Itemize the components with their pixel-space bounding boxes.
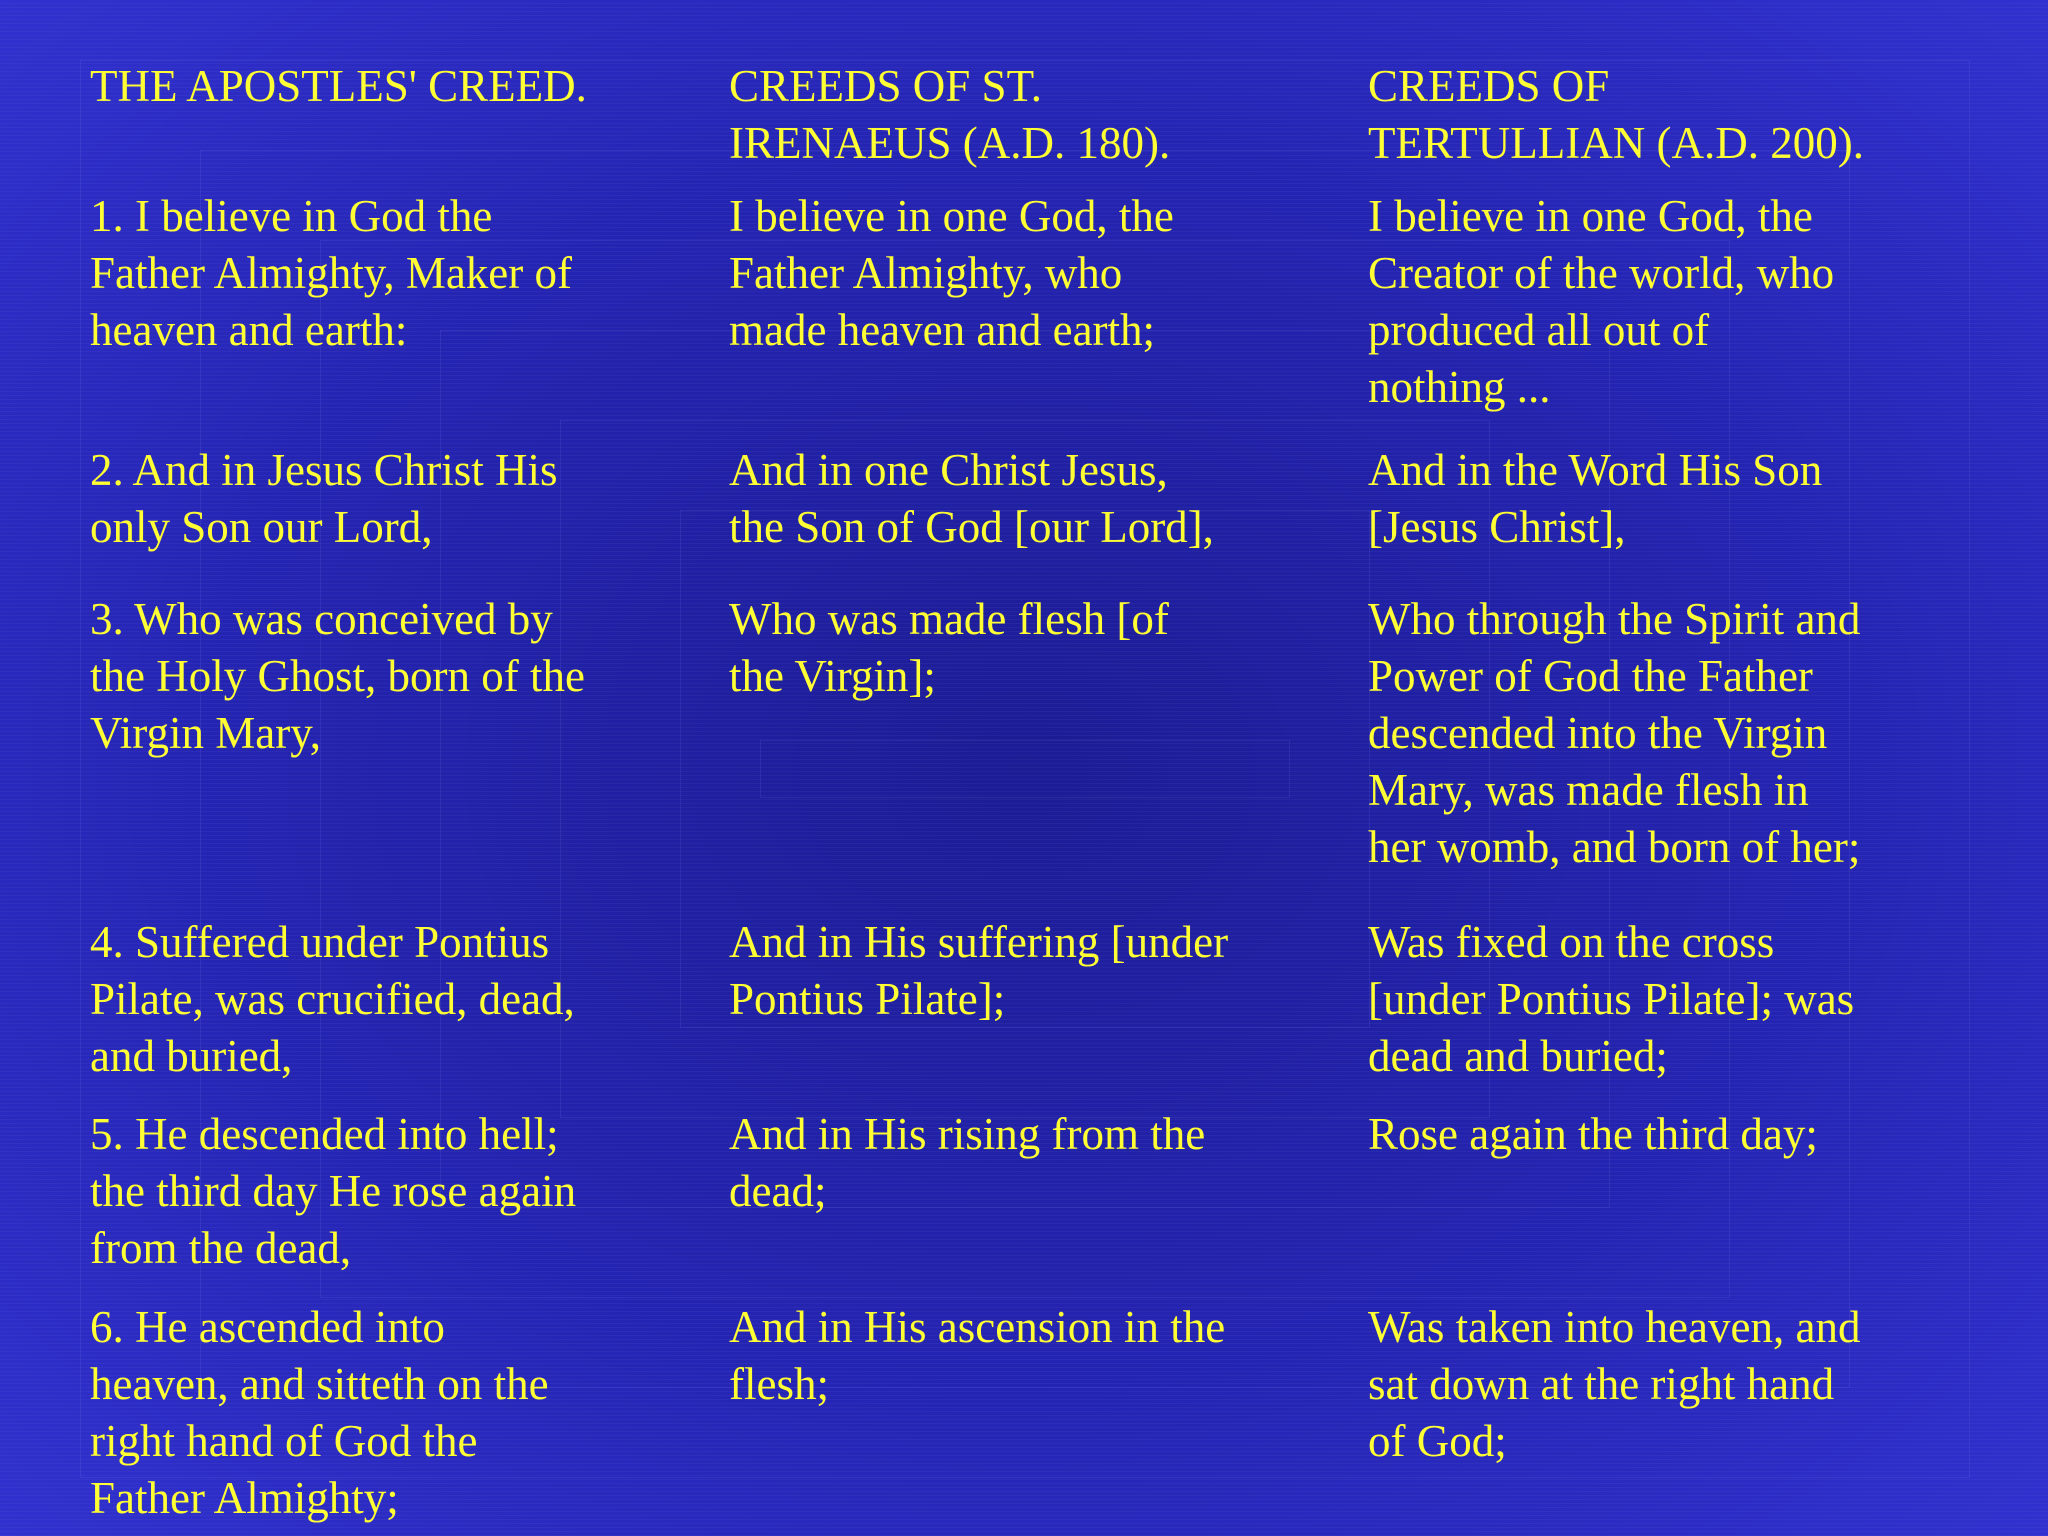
table-cell: I believe in one God, the Creator of the world, who produced all out of nothing ... bbox=[1368, 191, 1835, 412]
table-cell: And in His suffering [under Pontius Pilate]; bbox=[729, 917, 1229, 1024]
table-cell: 4. Suffered under Pontius Pilate, was crucified, dead, and buried, bbox=[90, 917, 575, 1081]
table-cell: And in His rising from the dead; bbox=[729, 1109, 1206, 1216]
table-cell: And in His ascension in the flesh; bbox=[729, 1302, 1226, 1409]
table-cell: 2. And in Jesus Christ His only Son our Lord, bbox=[90, 445, 558, 552]
table-cell: And in one Christ Jesus, the Son of God [our Lord], bbox=[729, 445, 1214, 552]
table-cell: Rose again the third day; bbox=[1368, 1109, 1818, 1159]
table-cell: 1. I believe in God the Father Almighty, Maker of heaven and earth: bbox=[90, 191, 572, 355]
table-cell: Was taken into heaven, and sat down at the right hand of God; bbox=[1368, 1302, 1861, 1466]
table-cell: 6. He ascended into heaven, and sitteth on the right hand of God the Father Almighty; bbox=[90, 1302, 549, 1523]
table-cell: I believe in one God, the Father Almighty, who made heaven and earth; bbox=[729, 191, 1174, 355]
table-cell: And in the Word His Son [Jesus Christ], bbox=[1368, 445, 1823, 552]
table-cell: Who through the Spirit and Power of God the Father descended into the Virgin Mary, was made flesh in her womb, and born of her; bbox=[1368, 594, 1861, 872]
table-cell: 5. He descended into hell; the third day He rose again from the dead, bbox=[90, 1109, 577, 1273]
table-cell: 3. Who was conceived by the Holy Ghost, born of the Virgin Mary, bbox=[90, 594, 585, 758]
table-cell: Who was made flesh [of the Virgin]; bbox=[729, 594, 1169, 701]
column-header-tertullian: CREEDS OF TERTULLIAN (A.D. 200). bbox=[1368, 61, 1864, 168]
column-header-apostles-creed: THE APOSTLES' CREED. bbox=[90, 61, 587, 111]
table-cell: Was fixed on the cross [under Pontius Pilate]; was dead and buried; bbox=[1368, 917, 1855, 1081]
column-header-irenaeus: CREEDS OF ST. IRENAEUS (A.D. 180). bbox=[729, 61, 1171, 168]
